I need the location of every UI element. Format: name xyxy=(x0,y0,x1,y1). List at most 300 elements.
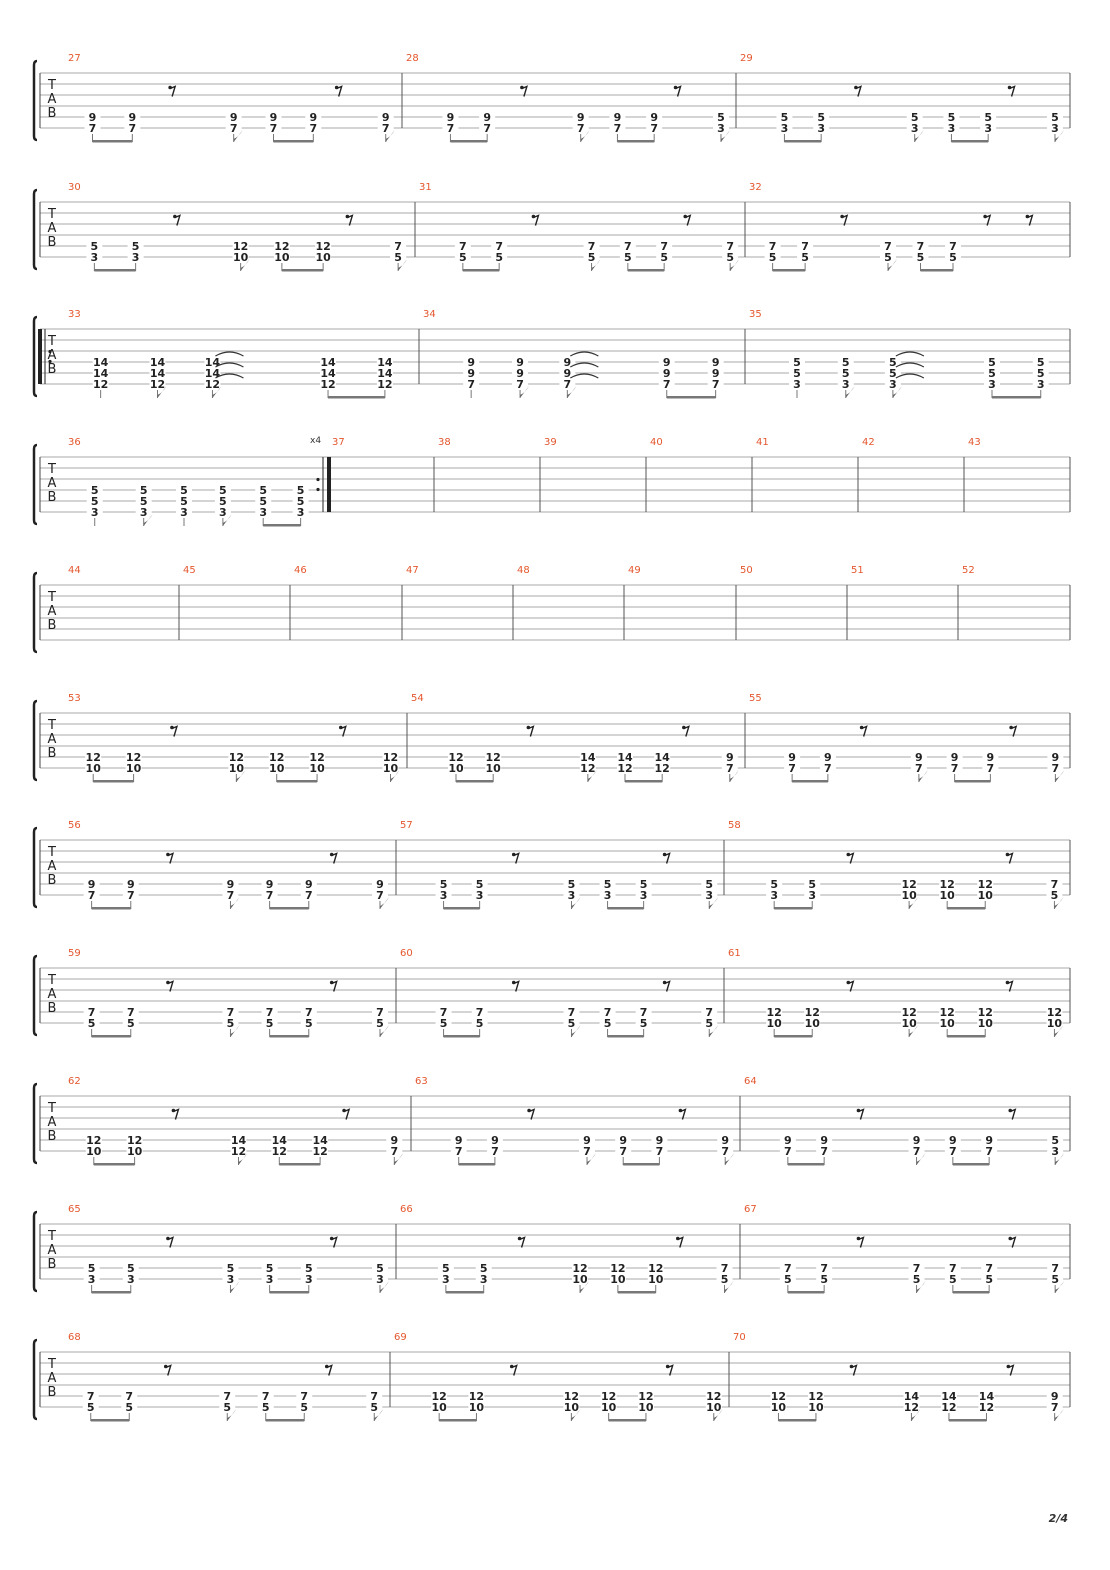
fret-number: 12 xyxy=(377,378,393,391)
fret-number: 7 xyxy=(784,1262,792,1275)
fret-number: 9 xyxy=(662,356,671,369)
fret-number: 3 xyxy=(705,889,714,902)
fret-number: 5 xyxy=(139,495,148,508)
measure-number: 30 xyxy=(68,182,81,193)
beam xyxy=(279,1163,320,1166)
beam xyxy=(277,780,317,783)
fret-number: 10 xyxy=(610,1273,626,1286)
fret-number: 12 xyxy=(617,762,633,775)
beam xyxy=(947,1035,985,1038)
fret-number: 9 xyxy=(226,878,235,891)
fret-number: 3 xyxy=(1051,1145,1059,1158)
fret-number: 12 xyxy=(770,1390,787,1403)
measure-number: 54 xyxy=(411,693,424,704)
fret-number: 5 xyxy=(660,251,668,264)
fret-number: 12 xyxy=(901,878,917,891)
fret-number: 7 xyxy=(912,1145,921,1158)
fret-number: 7 xyxy=(619,1145,628,1158)
fret-number: 3 xyxy=(988,378,996,391)
system-bracket xyxy=(34,1212,37,1291)
page-number: 2/4 xyxy=(1048,1512,1068,1525)
beam xyxy=(94,269,135,272)
fret-number: 7 xyxy=(1050,1401,1059,1414)
fret-number: 7 xyxy=(265,1006,274,1019)
fret-number: 7 xyxy=(309,122,318,135)
fret-number: 12 xyxy=(939,878,955,891)
fret-number: 10 xyxy=(804,1017,820,1030)
tab-clef-letter: B xyxy=(47,873,57,888)
fret-number: 7 xyxy=(650,122,658,135)
fret-number: 5 xyxy=(376,1262,384,1275)
fret-number: 7 xyxy=(655,1145,664,1158)
system-bracket xyxy=(34,573,37,652)
fret-number: 9 xyxy=(88,111,97,124)
tab-clef-letter: A xyxy=(47,859,57,874)
fret-number: 7 xyxy=(1050,878,1059,891)
fret-number: 7 xyxy=(223,1390,232,1403)
system-bracket xyxy=(34,445,37,524)
fret-number: 7 xyxy=(128,122,137,135)
system-bracket xyxy=(34,701,37,780)
fret-number: 3 xyxy=(90,251,99,264)
measure-number: 64 xyxy=(744,1076,757,1087)
fret-number: 12 xyxy=(271,1145,287,1158)
fret-number: 5 xyxy=(87,1262,96,1275)
fret-number: 10 xyxy=(901,889,917,902)
measure-36 xyxy=(87,457,331,527)
beam xyxy=(788,1291,824,1294)
fret-number: 5 xyxy=(90,495,99,508)
fret-number: 3 xyxy=(603,889,612,902)
beam xyxy=(951,140,988,143)
fret-number: 12 xyxy=(978,1401,995,1414)
fret-number: 3 xyxy=(131,251,140,264)
fret-number: 10 xyxy=(86,1145,102,1158)
tab-clef-letter: B xyxy=(47,106,57,121)
fret-number: 3 xyxy=(910,122,919,135)
fret-number: 10 xyxy=(648,1273,664,1286)
fret-number: 7 xyxy=(985,1262,993,1275)
fret-number: 9 xyxy=(820,1134,828,1147)
measure-number: 66 xyxy=(400,1204,413,1215)
fret-number: 5 xyxy=(603,878,612,891)
fret-number: 5 xyxy=(768,251,777,264)
fret-number: 9 xyxy=(483,111,491,124)
fret-number: 3 xyxy=(1051,122,1059,135)
beam xyxy=(609,1419,646,1422)
fret-number: 7 xyxy=(467,378,475,391)
fret-number: 9 xyxy=(619,1134,628,1147)
fret-number: 7 xyxy=(624,240,632,253)
fret-number: 9 xyxy=(655,1134,664,1147)
fret-number: 7 xyxy=(726,240,734,253)
repeat-dot xyxy=(316,488,319,491)
fret-number: 7 xyxy=(88,122,97,135)
fret-number: 7 xyxy=(1051,762,1060,775)
fret-number: 3 xyxy=(304,1273,313,1286)
fret-number: 12 xyxy=(269,751,285,764)
fret-number: 12 xyxy=(706,1390,722,1403)
tab-clef-letter: A xyxy=(47,1243,57,1258)
beam xyxy=(270,907,309,910)
fret-number: 7 xyxy=(226,1006,235,1019)
beam xyxy=(444,907,480,910)
measure-number: 42 xyxy=(862,437,875,448)
fret-number: 7 xyxy=(269,122,278,135)
measure-number: 43 xyxy=(968,437,981,448)
fret-number: 10 xyxy=(382,762,399,775)
fret-number: 9 xyxy=(912,1134,921,1147)
fret-number: 9 xyxy=(309,111,318,124)
fret-number: 9 xyxy=(986,751,995,764)
measure-number: 46 xyxy=(294,565,307,576)
tab-clef-letter: T xyxy=(48,845,56,860)
fret-number: 5 xyxy=(479,1262,488,1275)
measure-number: 57 xyxy=(400,820,413,831)
beam xyxy=(953,1291,989,1294)
fret-number: 7 xyxy=(370,1390,379,1403)
fret-number: 12 xyxy=(228,751,245,764)
tie-arc xyxy=(570,352,598,356)
fret-number: 5 xyxy=(947,111,956,124)
measure-number: 62 xyxy=(68,1076,81,1087)
fret-number: 5 xyxy=(705,878,714,891)
fret-number: 7 xyxy=(394,240,402,253)
fret-number: 9 xyxy=(563,367,572,380)
tab-clef-letter: T xyxy=(48,973,56,988)
fret-number: 5 xyxy=(949,251,957,264)
fret-number: 12 xyxy=(149,378,166,391)
fret-number: 5 xyxy=(394,251,402,264)
measure-number: 68 xyxy=(68,1332,81,1343)
measure-number: 60 xyxy=(400,948,413,959)
measure-number: 55 xyxy=(749,693,762,704)
fret-number: 9 xyxy=(1050,1390,1059,1403)
measure-number: 31 xyxy=(419,182,432,193)
beam xyxy=(667,396,716,399)
tab-clef-letter: A xyxy=(47,348,57,363)
system-bracket xyxy=(34,956,37,1035)
measure-number: 61 xyxy=(728,948,741,959)
fret-number: 7 xyxy=(820,1145,828,1158)
fret-number: 10 xyxy=(770,1401,787,1414)
beam xyxy=(623,1163,659,1166)
tab-system xyxy=(34,317,1070,399)
fret-number: 10 xyxy=(126,1145,143,1158)
fret-number: 7 xyxy=(226,889,235,902)
fret-number: 5 xyxy=(90,484,99,497)
repeat-dot xyxy=(316,478,319,481)
measure-number: 37 xyxy=(332,437,345,448)
fret-number: 3 xyxy=(265,1273,274,1286)
fret-number: 9 xyxy=(915,751,923,764)
fret-number: 7 xyxy=(639,1006,648,1019)
measure-number: 34 xyxy=(423,309,436,320)
fret-number: 5 xyxy=(726,251,734,264)
fret-number: 7 xyxy=(491,1145,499,1158)
fret-number: 12 xyxy=(808,1390,824,1403)
fret-number: 7 xyxy=(300,1390,309,1403)
beam xyxy=(459,1163,495,1166)
tab-clef-letter: A xyxy=(47,1115,57,1130)
fret-number: 9 xyxy=(650,111,658,124)
measure-number: 40 xyxy=(650,437,663,448)
fret-number: 3 xyxy=(808,889,817,902)
fret-number: 7 xyxy=(801,240,809,253)
fret-number: 9 xyxy=(126,878,135,891)
measure-number: 51 xyxy=(851,565,864,576)
fret-number: 3 xyxy=(817,122,825,135)
fret-number: 14 xyxy=(149,356,166,369)
fret-number: 9 xyxy=(381,111,390,124)
fret-number: 5 xyxy=(296,484,305,497)
fret-number: 9 xyxy=(390,1134,399,1147)
fret-number: 12 xyxy=(485,751,501,764)
beam xyxy=(784,140,821,143)
measure-number: 52 xyxy=(962,565,975,576)
fret-number: 5 xyxy=(603,1017,612,1030)
fret-number: 7 xyxy=(915,762,923,775)
fret-number: 5 xyxy=(475,878,484,891)
tab-clef-letter: A xyxy=(47,1371,57,1386)
fret-number: 7 xyxy=(949,1262,957,1275)
beam xyxy=(91,1419,130,1422)
fret-number: 10 xyxy=(706,1401,722,1414)
fret-number: 5 xyxy=(131,240,140,253)
fret-number: 5 xyxy=(126,1262,135,1275)
measure-number: 53 xyxy=(68,693,81,704)
fret-number: 3 xyxy=(947,122,956,135)
fret-number: 12 xyxy=(654,762,670,775)
measure-number: 27 xyxy=(68,53,81,64)
fret-number: 7 xyxy=(483,122,491,135)
system-bracket xyxy=(34,317,37,396)
fret-number: 7 xyxy=(261,1390,270,1403)
fret-number: 9 xyxy=(516,367,524,380)
tab-clef-letter: A xyxy=(47,92,57,107)
tab-clef-letter: B xyxy=(47,618,57,633)
fret-number: 9 xyxy=(376,878,384,891)
measure-number: 63 xyxy=(415,1076,428,1087)
fret-number: 12 xyxy=(85,751,101,764)
fret-number: 3 xyxy=(717,122,725,135)
measure-number: 47 xyxy=(406,565,419,576)
system-bracket xyxy=(34,190,37,269)
fret-number: 9 xyxy=(949,1134,957,1147)
fret-number: 7 xyxy=(304,1006,313,1019)
fret-number: 3 xyxy=(841,378,850,391)
measure-number: 39 xyxy=(544,437,557,448)
fret-number: 5 xyxy=(988,356,996,369)
fret-number: 9 xyxy=(613,111,622,124)
fret-number: 10 xyxy=(232,251,249,264)
fret-number: 5 xyxy=(639,878,648,891)
fret-number: 5 xyxy=(300,1401,309,1414)
fret-number: 5 xyxy=(304,1017,313,1030)
measure-number: 58 xyxy=(728,820,741,831)
fret-number: 7 xyxy=(784,1145,792,1158)
beam xyxy=(608,907,644,910)
measure-number: 56 xyxy=(68,820,81,831)
fret-number: 12 xyxy=(274,240,290,253)
fret-number: 7 xyxy=(705,1006,714,1019)
fret-number: 12 xyxy=(903,1401,920,1414)
beam xyxy=(94,1163,135,1166)
fret-number: 14 xyxy=(580,751,596,764)
fret-number: 12 xyxy=(939,1006,955,1019)
measure-number: 38 xyxy=(438,437,451,448)
fret-number: 7 xyxy=(949,240,957,253)
fret-number: 10 xyxy=(125,762,142,775)
fret-number: 7 xyxy=(376,889,384,902)
fret-number: 5 xyxy=(1036,367,1045,380)
fret-number: 5 xyxy=(841,367,850,380)
fret-number: 7 xyxy=(475,1006,484,1019)
fret-number: 9 xyxy=(784,1134,792,1147)
fret-number: 3 xyxy=(376,1273,384,1286)
fret-number: 3 xyxy=(442,1273,450,1286)
fret-number: 5 xyxy=(125,1401,134,1414)
fret-number: 12 xyxy=(600,1390,617,1403)
fret-number: 10 xyxy=(939,1017,955,1030)
beam xyxy=(439,1419,476,1422)
fret-number: 7 xyxy=(603,1006,612,1019)
tab-clef-letter: A xyxy=(47,987,57,1002)
fret-number: 7 xyxy=(459,240,467,253)
fret-number: 7 xyxy=(454,1145,463,1158)
beam xyxy=(792,780,828,783)
tab-clef-letter: B xyxy=(47,490,57,505)
fret-number: 5 xyxy=(296,495,305,508)
fret-number: 10 xyxy=(977,889,993,902)
measure-number: 36 xyxy=(68,437,81,448)
tab-system xyxy=(34,190,1070,272)
beam xyxy=(778,1419,816,1422)
beam xyxy=(774,1035,812,1038)
fret-number: 7 xyxy=(720,1262,729,1275)
fret-number: 5 xyxy=(916,251,925,264)
fret-number: 14 xyxy=(377,356,393,369)
fret-number: 14 xyxy=(149,367,166,380)
fret-number: 12 xyxy=(448,751,464,764)
fret-number: 5 xyxy=(808,878,817,891)
beam xyxy=(456,780,493,783)
fret-number: 9 xyxy=(563,356,572,369)
fret-number: 7 xyxy=(563,378,572,391)
fret-number: 5 xyxy=(442,1262,450,1275)
fret-number: 5 xyxy=(265,1017,274,1030)
measure-number: 32 xyxy=(749,182,762,193)
beam xyxy=(92,140,132,143)
fret-number: 5 xyxy=(567,1017,576,1030)
fret-number: 12 xyxy=(309,751,325,764)
tab-clef-letter: B xyxy=(47,235,57,250)
fret-number: 9 xyxy=(721,1134,730,1147)
fret-number: 10 xyxy=(448,762,464,775)
fret-number: 5 xyxy=(180,495,188,508)
fret-number: 5 xyxy=(639,1017,648,1030)
fret-number: 14 xyxy=(320,367,336,380)
fret-number: 5 xyxy=(912,1273,921,1286)
beam xyxy=(617,140,654,143)
fret-number: 3 xyxy=(639,889,648,902)
fret-number: 10 xyxy=(901,1017,917,1030)
fret-number: 14 xyxy=(204,356,221,369)
fret-number: 7 xyxy=(576,122,585,135)
fret-number: 5 xyxy=(793,356,801,369)
fret-number: 10 xyxy=(431,1401,447,1414)
fret-number: 7 xyxy=(567,1006,576,1019)
tab-clef-letter: A xyxy=(47,732,57,747)
fret-number: 5 xyxy=(624,251,632,264)
fret-number: 14 xyxy=(617,751,633,764)
fret-number: 9 xyxy=(128,111,137,124)
fret-number: 5 xyxy=(87,1017,96,1030)
fret-number: 5 xyxy=(884,251,892,264)
fret-number: 10 xyxy=(808,1401,824,1414)
fret-number: 10 xyxy=(468,1401,485,1414)
fret-number: 14 xyxy=(654,751,670,764)
fret-number: 14 xyxy=(941,1390,957,1403)
fret-number: 7 xyxy=(985,1145,993,1158)
fret-number: 5 xyxy=(770,878,778,891)
fret-number: 7 xyxy=(390,1145,399,1158)
fret-number: 9 xyxy=(985,1134,993,1147)
fret-number: 7 xyxy=(87,1006,96,1019)
tab-clef-letter: T xyxy=(48,590,56,605)
fret-number: 5 xyxy=(910,111,919,124)
beam xyxy=(953,1163,989,1166)
fret-number: 7 xyxy=(824,762,832,775)
measure-number: 59 xyxy=(68,948,81,959)
fret-number: 10 xyxy=(85,762,101,775)
fret-number: 3 xyxy=(296,506,305,519)
beam xyxy=(921,269,954,272)
tab-clef-letter: B xyxy=(47,1385,57,1400)
fret-number: 12 xyxy=(563,1390,580,1403)
fret-number: 7 xyxy=(916,240,925,253)
fret-number: 7 xyxy=(126,1006,135,1019)
fret-number: 3 xyxy=(780,122,789,135)
tab-clef-letter: B xyxy=(47,1001,57,1016)
fret-number: 14 xyxy=(312,1134,328,1147)
fret-number: 12 xyxy=(977,878,993,891)
system-bracket xyxy=(34,828,37,907)
fret-number: 10 xyxy=(600,1401,617,1414)
fret-number: 12 xyxy=(315,240,331,253)
repeat-count: x4 xyxy=(310,436,322,446)
beam xyxy=(463,269,499,272)
fret-number: 14 xyxy=(978,1390,995,1403)
fret-number: 5 xyxy=(784,1273,792,1286)
fret-number: 7 xyxy=(660,240,668,253)
tab-clef-letter: T xyxy=(48,1101,56,1116)
fret-number: 12 xyxy=(230,1145,247,1158)
repeat-start-bar xyxy=(38,329,42,384)
beam xyxy=(92,1035,131,1038)
fret-number: 7 xyxy=(949,1145,957,1158)
fret-number: 7 xyxy=(711,378,720,391)
fret-number: 12 xyxy=(468,1390,485,1403)
fret-number: 3 xyxy=(793,378,801,391)
beam xyxy=(774,907,812,910)
fret-number: 12 xyxy=(382,751,399,764)
fret-number: 7 xyxy=(768,240,777,253)
fret-number: 5 xyxy=(376,1017,384,1030)
fret-number: 3 xyxy=(479,1273,488,1286)
fret-number: 5 xyxy=(841,356,850,369)
fret-number: 5 xyxy=(889,367,897,380)
